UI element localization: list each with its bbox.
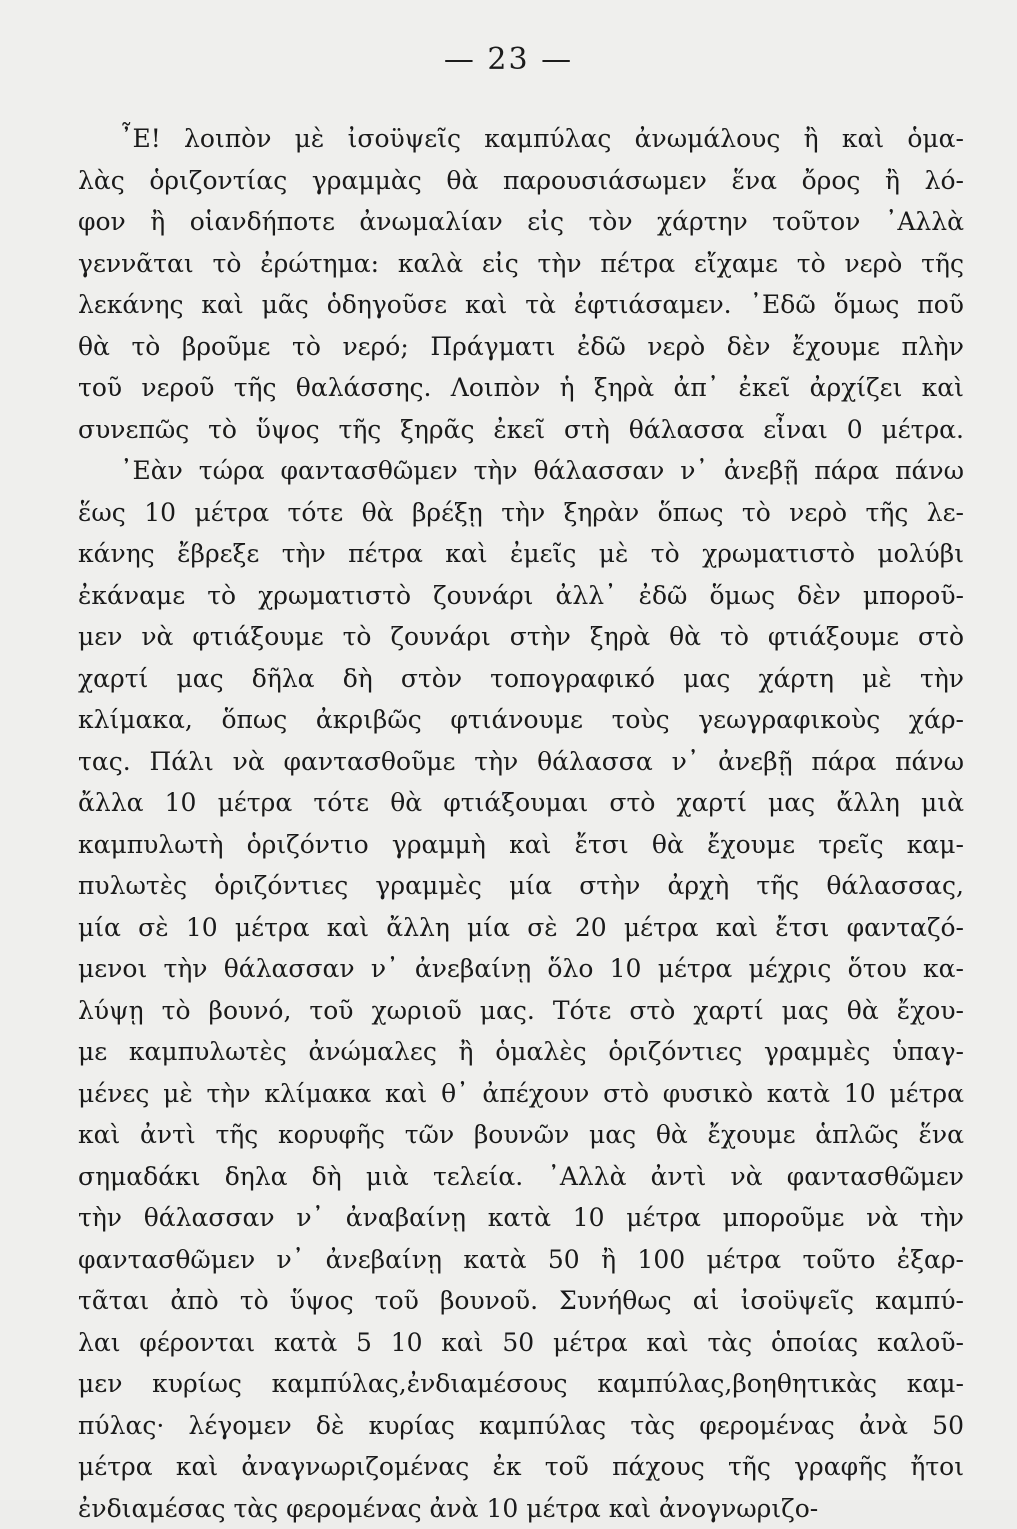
text-line: φαντασθῶμεν ν᾿ ἀνεβαίνῃ κατὰ 50 ἢ 100 μέτρα τοῦτο ἐξαρ-: [78, 1239, 964, 1281]
text-line: με καμπυλωτὲς ἀνώμαλες ἢ ὁμαλὲς ὁριζόντιες γραμμὲς ὑπαγ-: [78, 1031, 964, 1073]
text-line: μία σὲ 10 μέτρα καὶ ἄλλη μία σὲ 20 μέτρα καὶ ἔτσι φανταζό-: [78, 907, 964, 949]
text-line: λύψῃ τὸ βουνό, τοῦ χωριοῦ μας. Τότε στὸ χαρτί μας θὰ ἔχου-: [78, 990, 964, 1032]
text-line: σημαδάκι δηλα δὴ μιὰ τελεία. ᾿Αλλὰ ἀντὶ νὰ φαντασθῶμεν: [78, 1156, 964, 1198]
text-line: ἄλλα 10 μέτρα τότε θὰ φτιάξουμαι στὸ χαρτί μας ἄλλη μιὰ: [78, 782, 964, 824]
text-line: κάνης ἔβρεξε τὴν πέτρα καὶ ἐμεῖς μὲ τὸ χρωματιστὸ μολύβι: [78, 533, 964, 575]
text-line: ἐκάναμε τὸ χρωματιστὸ ζουνάρι ἀλλ᾿ ἐδῶ ὅμως δὲν μποροῦ-: [78, 575, 964, 617]
text-line: μένες μὲ τὴν κλίμακα καὶ θ᾿ ἀπέχουν στὸ φυσικὸ κατὰ 10 μέτρα: [78, 1073, 964, 1115]
text-line: τας. Πάλι νὰ φαντασθοῦμε τὴν θάλασσα ν᾿ ἀνεβῇ πάρα πάνω: [78, 741, 964, 783]
page-number: — 23 —: [0, 42, 1017, 77]
text-line: ῏Ε! λοιπὸν μὲ ἰσοϋψεῖς καμπύλας ἀνωμάλους ἢ καὶ ὁμα-: [78, 118, 964, 160]
text-line: ἐνδιαμέσας τὰς φερομένας ἀνὰ 10 μέτρα καὶ ἀνογνωριζο-: [78, 1488, 964, 1529]
text-line: καμπυλωτὴ ὁριζόντιο γραμμὴ καὶ ἔτσι θὰ ἔχουμε τρεῖς καμ-: [78, 824, 964, 866]
text-line: γεννᾶται τὸ ἐρώτημα: καλὰ εἰς τὴν πέτρα εἴχαμε τὸ νερὸ τῆς: [78, 243, 964, 285]
text-line: τοῦ νεροῦ τῆς θαλάσσης. Λοιπὸν ἡ ξηρὰ ἀπ᾿ ἐκεῖ ἀρχίζει καὶ: [78, 367, 964, 409]
text-line: συνεπῶς τὸ ὕψος τῆς ξηρᾶς ἐκεῖ στὴ θάλασσα εἶναι 0 μέτρα.: [78, 409, 964, 451]
text-line: φον ἢ οἱανδήποτε ἀνωμαλίαν εἰς τὸν χάρτην τοῦτον ᾿Αλλὰ: [78, 201, 964, 243]
text-line: μεν νὰ φτιάξουμε τὸ ζουνάρι στὴν ξηρὰ θὰ τὸ φτιάξουμε στὸ: [78, 616, 964, 658]
text-line: ᾿Εὰν τώρα φαντασθῶμεν τὴν θάλασσαν ν᾿ ἀνεβῇ πάρα πάνω: [78, 450, 964, 492]
text-line: λαι φέρονται κατὰ 5 10 καὶ 50 μέτρα καὶ τὰς ὁποίας καλοῦ-: [78, 1322, 964, 1364]
text-line: μενοι τὴν θάλασσαν ν᾿ ἀνεβαίνῃ ὅλο 10 μέτρα μέχρις ὅτου κα-: [78, 948, 964, 990]
text-line: μέτρα καὶ ἀναγνωριζομένας ἐκ τοῦ πάχους τῆς γραφῆς ἤτοι: [78, 1446, 964, 1488]
text-line: λὰς ὁριζοντίας γραμμὰς θὰ παρουσιάσωμεν ἕνα ὄρος ἢ λό-: [78, 160, 964, 202]
text-line: τᾶται ἀπὸ τὸ ὕψος τοῦ βουνοῦ. Συνήθως αἱ ἰσοϋψεῖς καμπύ-: [78, 1280, 964, 1322]
text-line: καὶ ἀντὶ τῆς κορυφῆς τῶν βουνῶν μας θὰ ἔχουμε ἁπλῶς ἕνα: [78, 1114, 964, 1156]
text-line: θὰ τὸ βροῦμε τὸ νερό; Πράγματι ἐδῶ νερὸ δὲν ἔχουμε πλὴν: [78, 326, 964, 368]
text-line: πυλωτὲς ὁριζόντιες γραμμὲς μία στὴν ἀρχὴ τῆς θάλασσας,: [78, 865, 964, 907]
text-line: τὴν θάλασσαν ν᾿ ἀναβαίνῃ κατὰ 10 μέτρα μποροῦμε νὰ τὴν: [78, 1197, 964, 1239]
text-line: πύλας· λέγομεν δὲ κυρίας καμπύλας τὰς φερομένας ἀνὰ 50: [78, 1405, 964, 1447]
text-line: μεν κυρίως καμπύλας,ἐνδιαμέσους καμπύλας,βοηθητικὰς καμ-: [78, 1363, 964, 1405]
text-line: κλίμακα, ὅπως ἀκριβῶς φτιάνουμε τοὺς γεωγραφικοὺς χάρ-: [78, 699, 964, 741]
text-line: λεκάνης καὶ μᾶς ὁδηγοῦσε καὶ τὰ ἐφτιάσαμεν. ᾿Εδῶ ὅμως ποῦ: [78, 284, 964, 326]
body-text: [78, 118, 964, 1529]
text-line: χαρτί μας δῆλα δὴ στὸν τοπογραφικό μας χάρτη μὲ τὴν: [78, 658, 964, 700]
text-line: ἕως 10 μέτρα τότε θὰ βρέξῃ τὴν ξηρὰν ὅπως τὸ νερὸ τῆς λε-: [78, 492, 964, 534]
